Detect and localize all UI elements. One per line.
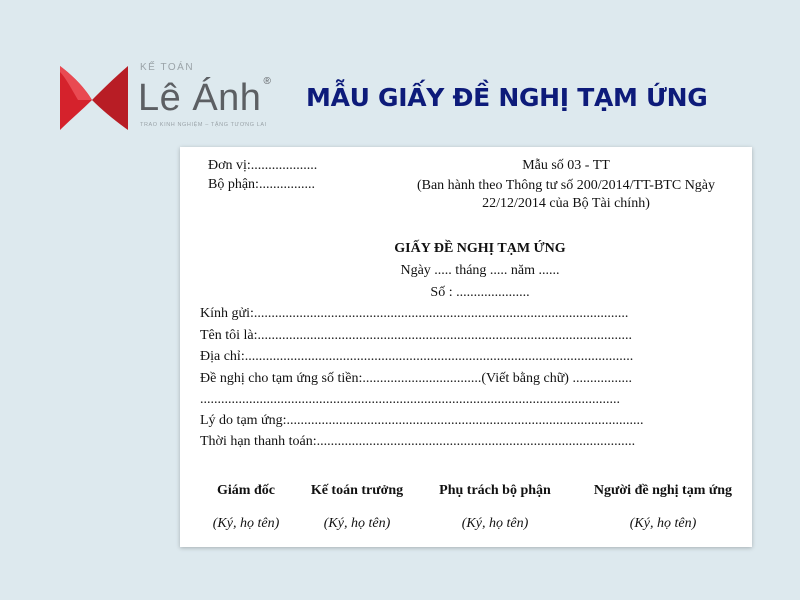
logo-caption: KẾ TOÁN bbox=[140, 62, 195, 73]
field-recipient: Kính gửi:........................................................................................................... bbox=[200, 306, 629, 321]
logo-mark-icon bbox=[58, 64, 130, 132]
form-title: GIẤY ĐỀ NGHỊ TẠM ỨNG bbox=[394, 241, 566, 256]
bo-phan-field: Bộ phận:................ bbox=[208, 177, 315, 192]
regulation-line-2: 22/12/2014 của Bộ Tài chính) bbox=[482, 196, 650, 211]
signature-note-director: (Ký, họ tên) bbox=[212, 516, 280, 531]
field-reason: Lý do tạm ứng:...................................................................................................... bbox=[200, 413, 644, 428]
date-line: Ngày ..... tháng ..... năm ...... bbox=[400, 263, 560, 278]
regulation-line-1: (Ban hành theo Thông tư số 200/2014/TT-BTC Ngày bbox=[416, 178, 716, 193]
field-address: Địa chỉ:............................................................................................................... bbox=[200, 349, 634, 364]
form-code: Mẫu số 03 - TT bbox=[522, 158, 610, 173]
signature-role-department-head: Phụ trách bộ phận bbox=[439, 483, 551, 498]
signature-role-chief-accountant: Kế toán trưởng bbox=[310, 483, 404, 498]
field-name: Tên tôi là:........................................................................................................... bbox=[200, 328, 633, 343]
document-number: Số : ..................... bbox=[430, 285, 530, 300]
banner-title: MẪU GIẤY ĐỀ NGHỊ TẠM ỨNG bbox=[306, 83, 708, 112]
signature-note-requester: (Ký, họ tên) bbox=[629, 516, 697, 531]
field-payment-deadline: Thời hạn thanh toán:........................................................................................... bbox=[200, 434, 636, 449]
field-amount-continued: ........................................................................................................................ bbox=[200, 392, 620, 407]
don-vi-field: Đơn vị:................... bbox=[208, 158, 318, 173]
signature-note-chief-accountant: (Ký, họ tên) bbox=[323, 516, 391, 531]
signature-role-requester: Người đề nghị tạm ứng bbox=[593, 483, 733, 498]
signature-role-director: Giám đốc bbox=[217, 483, 275, 498]
signature-note-department-head: (Ký, họ tên) bbox=[461, 516, 529, 531]
logo-tagline: TRAO KINH NGHIỆM – TẶNG TƯƠNG LAI bbox=[140, 122, 267, 128]
brand-logo bbox=[58, 62, 278, 134]
field-amount: Đề nghị cho tạm ứng số tiền:..................................(Viết bằng chữ) ................. bbox=[200, 371, 632, 386]
form-document bbox=[180, 147, 752, 547]
logo-name: Lê Ánh ® bbox=[138, 76, 272, 119]
